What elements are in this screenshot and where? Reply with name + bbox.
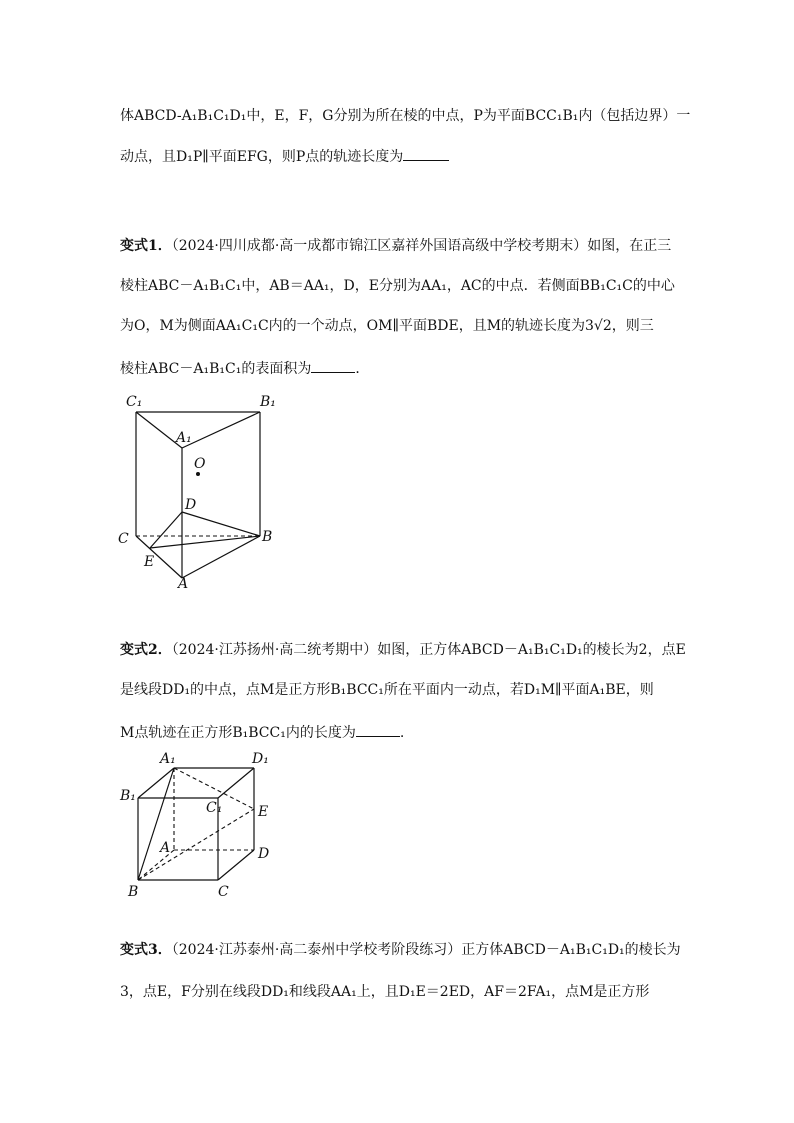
answer-blank	[311, 358, 355, 373]
label-d1: D₁	[252, 751, 269, 767]
variant1-line-1	[120, 236, 671, 256]
variant1-line-2: 棱柱ABC－A₁B₁C₁中，AB＝AA₁，D，E分别为AA₁，AC的中点．若侧面BB₁C₁C的中心	[120, 278, 675, 294]
intro-line-1: 体ABCD-A₁B₁C₁D₁中，E，F，G分别为所在棱的中点，P为平面BCC₁B₁内（包括边界）一	[120, 108, 691, 124]
prism-figure	[110, 388, 300, 598]
variant3-line-1	[120, 940, 681, 960]
variant2-line-1	[120, 640, 686, 660]
variant3-label: 变式3．	[120, 942, 172, 958]
variant3-line-1-text: （2024·江苏泰州·高二泰州中学校考阶段练习）正方体ABCD－A₁B₁C₁D₁的棱长为	[171, 942, 681, 958]
variant1-label: 变式1．	[120, 238, 172, 254]
variant3-line-2: 3，点E，F分别在线段DD₁和线段AA₁上，且D₁E＝2ED，AF＝2FA₁，点M是正方形	[120, 984, 650, 1000]
label-b1: B₁	[260, 394, 276, 410]
label-d: D	[258, 846, 270, 862]
variant1-line-1-text: （2024·四川成都·高一成都市锦江区嘉祥外国语高级中学校考期末）如图，在正三	[171, 238, 672, 254]
variant2-label: 变式2．	[120, 642, 172, 658]
label-b: B	[128, 884, 139, 900]
variant1-line-4	[120, 358, 369, 379]
variant2-line-3	[120, 722, 404, 743]
label-c: C	[118, 531, 129, 547]
cube-figure	[112, 748, 282, 902]
label-d: D	[185, 497, 197, 513]
answer-blank	[403, 146, 449, 161]
variant1-line-4-end: ．	[355, 361, 370, 377]
label-e: E	[144, 554, 155, 570]
variant2-line-2: 是线段DD₁的中点，点M是正方形B₁BCC₁所在平面内一动点，若D₁M∥平面A₁BE，则	[120, 682, 654, 698]
intro-line-2	[120, 146, 449, 167]
variant2-line-3-text: M点轨迹在正方形B₁BCC₁内的长度为	[120, 725, 356, 741]
variant2-line-1-text: （2024·江苏扬州·高二统考期中）如图，正方体ABCD－A₁B₁C₁D₁的棱长为2，点E	[171, 642, 686, 658]
label-b1: B₁	[120, 788, 136, 804]
label-c1: C₁	[126, 394, 143, 410]
label-c1: C₁	[206, 800, 223, 816]
answer-blank	[356, 722, 400, 737]
intro-line-2-text: 动点，且D₁P∥平面EFG，则P点的轨迹长度为	[120, 149, 404, 165]
label-c: C	[218, 884, 229, 900]
label-e: E	[258, 804, 269, 820]
label-a1: A₁	[160, 751, 176, 767]
label-a1: A₁	[176, 430, 192, 446]
variant1-line-4-text: 棱柱ABC－A₁B₁C₁的表面积为	[120, 361, 312, 377]
label-b: B	[262, 529, 273, 545]
variant1-line-3: 为O，M为侧面AA₁C₁C内的一个动点，OM∥平面BDE，且M的轨迹长度为3√2，则三	[120, 318, 654, 334]
label-o: O	[194, 456, 206, 472]
variant2-line-3-end: .	[399, 725, 405, 741]
center-point-o	[196, 472, 200, 476]
label-a: A	[178, 576, 189, 592]
label-a: A	[160, 840, 171, 856]
